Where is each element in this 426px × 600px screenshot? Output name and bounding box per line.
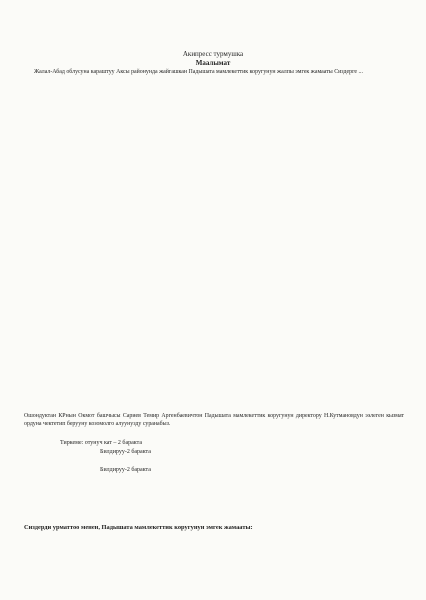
attachment-item-2: Билдируу-2 баракта [100,467,151,473]
document-heading: Акипресс турмушка [182,50,244,58]
attachment-intro: Тиркеме: отунуч кат – 2 баракта [60,440,143,446]
attachment-item-1: Билдируу-2 баракта [100,449,151,455]
closing-line: Сиздерди урматтоо менен, Падышата мамлекеттик коругунун эмгек жамааты: [24,524,253,531]
document-body: Жалал-Абад облусуна караштуу Аксы районунда жайгашкан Падышата мамлекеттик коругунун жалпы эмгек жамааты Сиздерге ... [34,69,363,75]
document-subheading: Маалымат [195,59,231,67]
signatories-paragraph: Ошондуктан КРнын Окмот башчысы Сариев Темир Аргенбаевичтон Падышата мамлекеттик коругунун директору Н.Кутмановдун ээлеген кызмат ордуна чектетип берууну козомолго алуунузду суранабыз. [24,413,404,428]
